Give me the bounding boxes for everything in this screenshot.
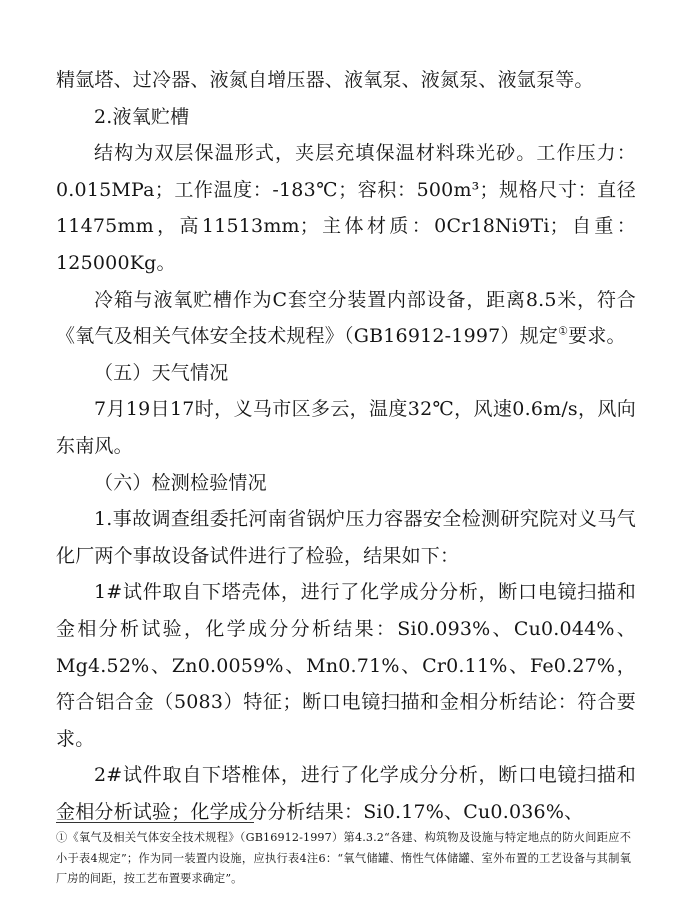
heading-inspection: （六）检测检验情况 <box>94 471 267 494</box>
paragraph-tank-specs: 结构为双层保温形式，夹层充填保温材料珠光砂。工作压力：0.015MPa；工作温度：-183℃；容积：500m³；规格尺寸：直径11475mm，高11513mm；主体材质：0Cr18Ni9Ti；自重：125000Kg。 <box>56 142 636 274</box>
paragraph-specimen-1: 1#试件取自下塔壳体，进行了化学成分分析，断口电镜扫描和金相分析试验，化学成分分析结果：Si0.093%、Cu0.044%、Mg4.52%、Zn0.0059%、Mn0.71%、Cr0.11%、Fe0.27%，符合铝合金（5083）特征；断口电镜扫描和金相分析结论：符合要求。 <box>56 581 636 750</box>
paragraph-inspection-1: 1.事故调查组委托河南省锅炉压力容器安全检测研究院对义马气化厂两个事故设备试件进行了检验，结果如下： <box>56 508 636 567</box>
heading-weather: （五）天气情况 <box>94 361 229 384</box>
footnote-divider <box>56 822 254 823</box>
body-text <box>56 62 636 830</box>
paragraph-distance-text: 冷箱与液氧贮槽作为C套空分装置内部设备，距离8.5米，符合《氧气及相关气体安全技术规程》（GB16912-1997）规定 <box>56 288 636 348</box>
paragraph-weather: 7月19日17时，义马市区多云，温度32℃，风速0.6m/s，风向东南风。 <box>56 398 636 457</box>
paragraph-distance <box>56 282 636 355</box>
paragraph-1: 精氩塔、过冷器、液氮自增压器、液氧泵、液氮泵、液氩泵等。 <box>56 69 594 91</box>
footnote <box>56 828 631 890</box>
paragraph-specimen-2: 2#试件取自下塔椎体，进行了化学成分分析，断口电镜扫描和金相分析试验；化学成分分析结果：Si0.17%、Cu0.036%、 <box>56 764 636 823</box>
paragraph-distance-tail: 要求。 <box>568 325 626 348</box>
footnote-ref: ① <box>558 324 569 338</box>
heading-liquid-oxygen-tank: 2.液氧贮槽 <box>94 105 190 128</box>
footnote-text: ①《氧气及相关气体安全技术规程》（GB16912-1997）第4.3.2“各建、构筑物及设施与特定地点的防火间距应不小于表4规定”；作为同一装置内设施，应执行表4注6：“氧气储罐、惰性气体储罐、室外布置的工艺设备与其制氧厂房的间距，按工艺布置要求确定”。 <box>56 831 631 885</box>
